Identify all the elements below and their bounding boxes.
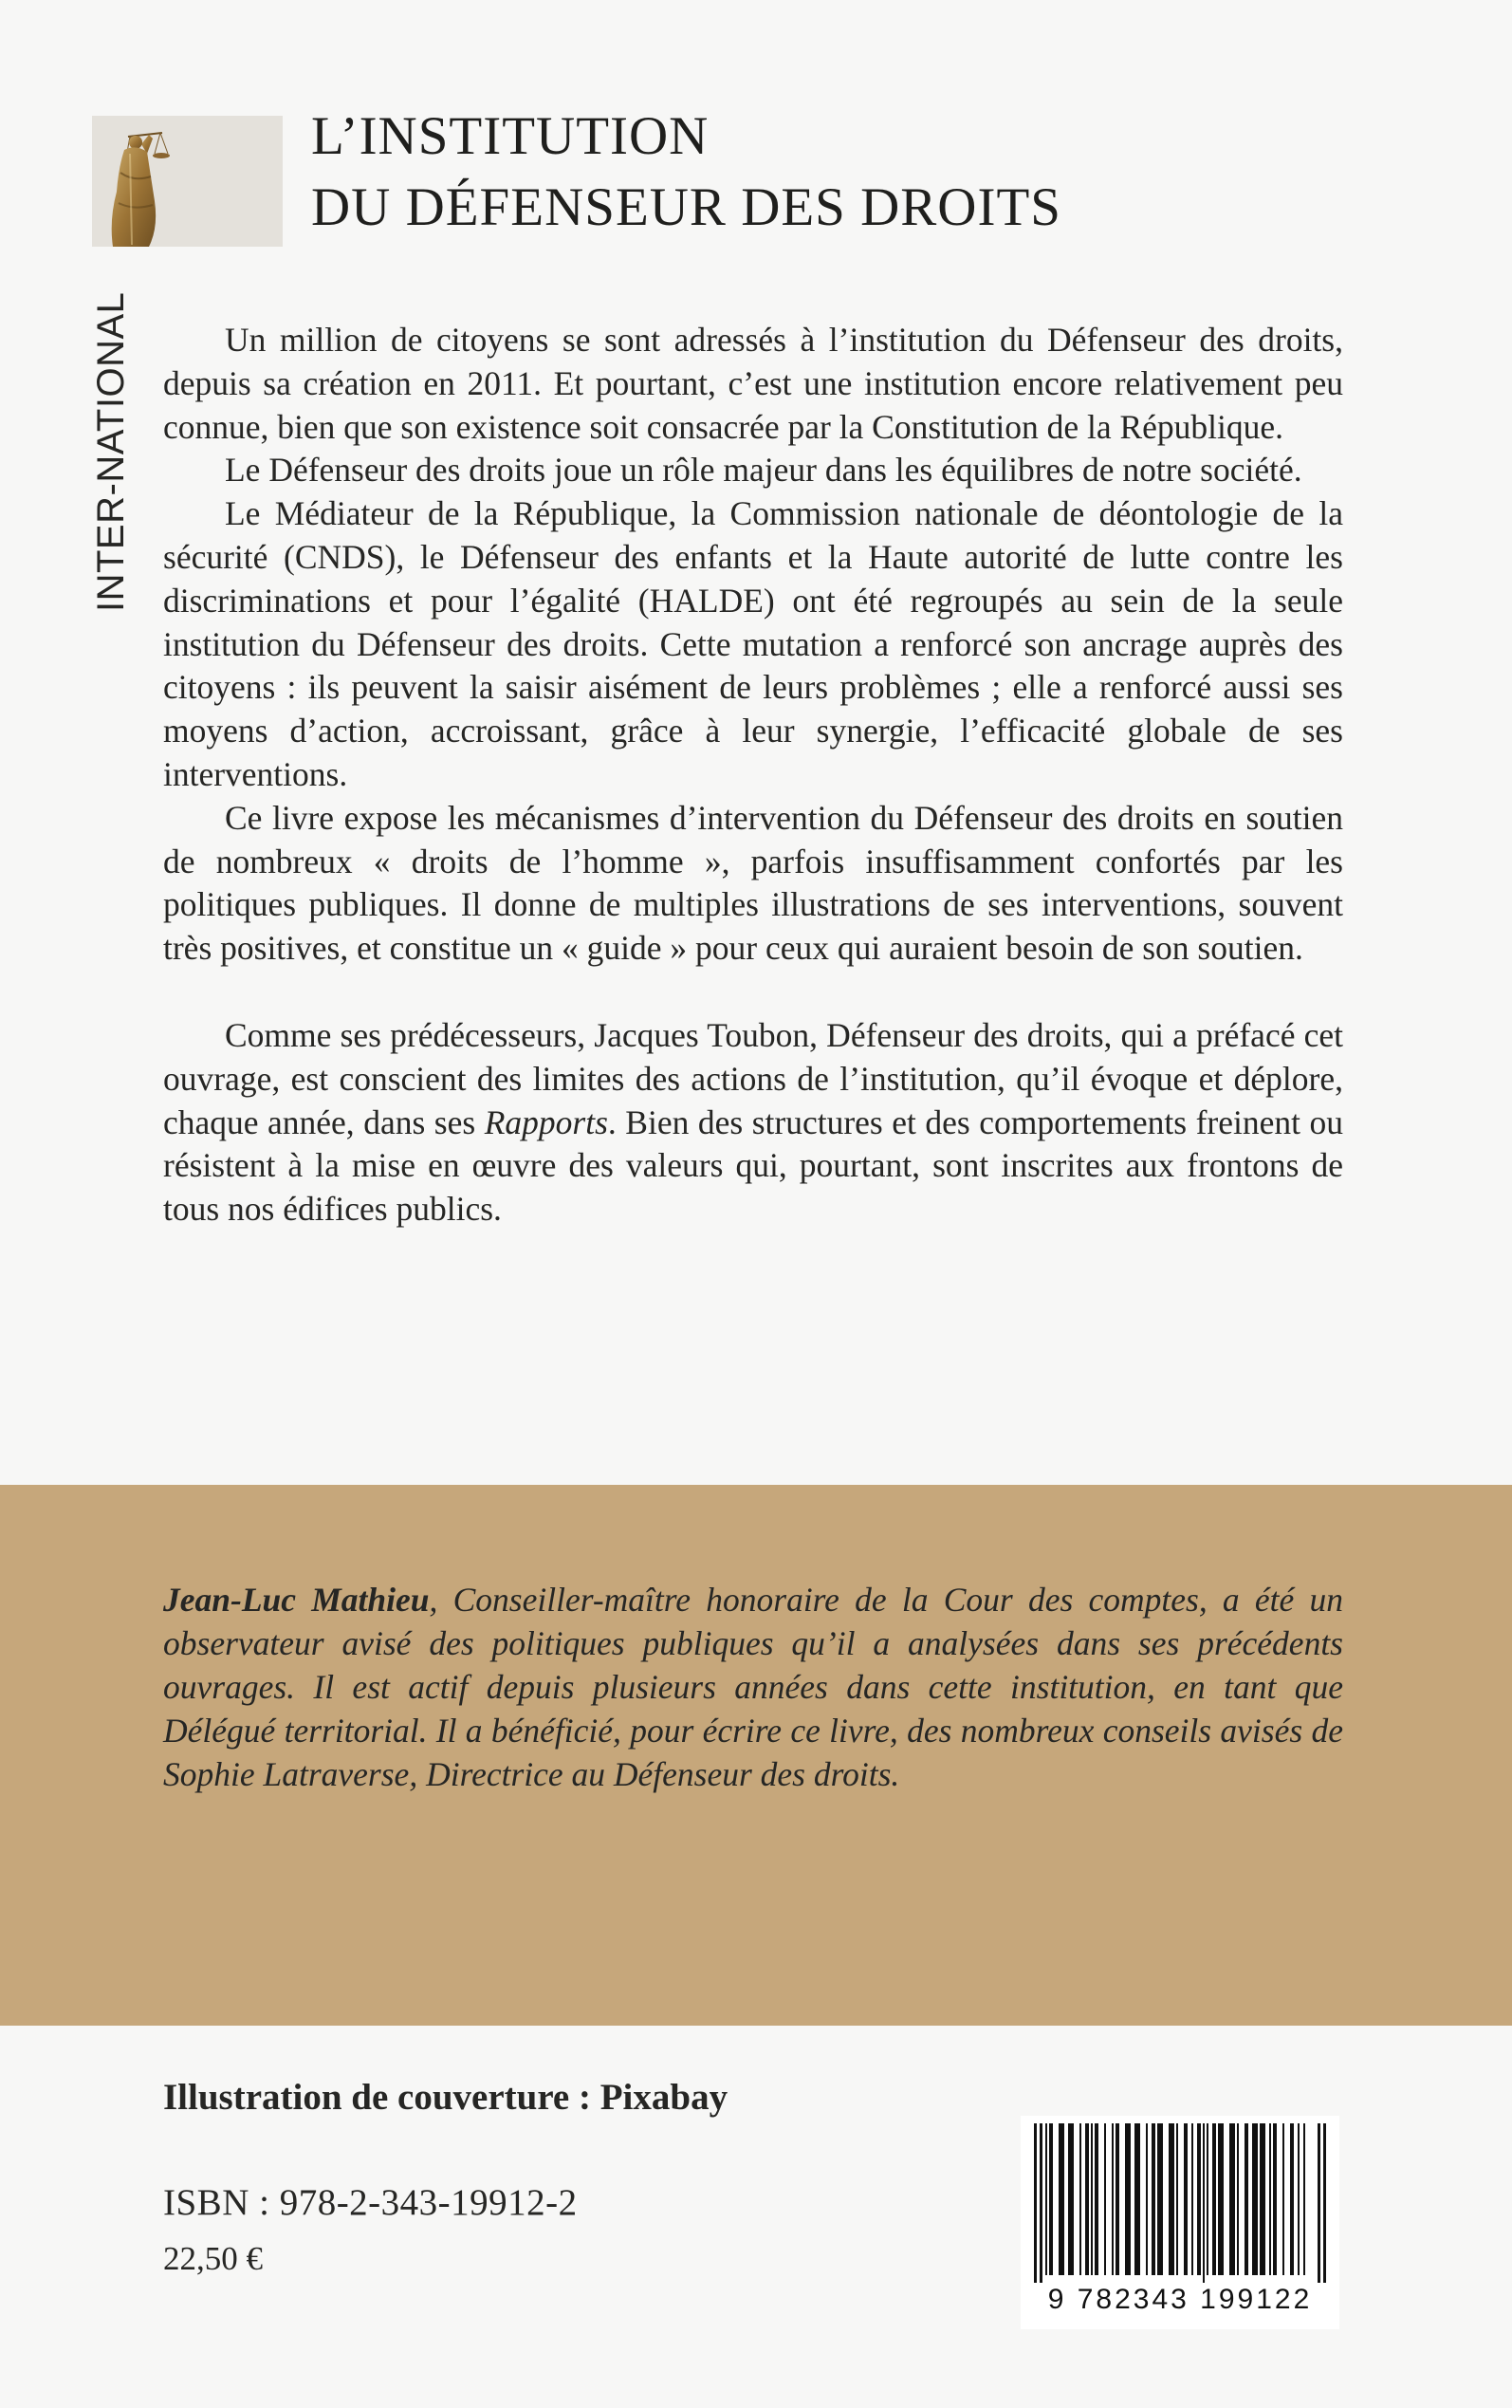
- barcode-bar: [1252, 2123, 1258, 2275]
- barcode-bar: [1269, 2123, 1271, 2275]
- author-bio: [163, 1578, 1343, 1796]
- barcode-bar: [1212, 2123, 1216, 2275]
- author-band: [0, 1485, 1512, 2026]
- barcode-bar: [1146, 2123, 1148, 2275]
- barcode-bar: [1116, 2123, 1119, 2275]
- barcode-bar: [1095, 2123, 1098, 2275]
- barcode-bar: [1152, 2123, 1155, 2275]
- barcode-bars: [1021, 2116, 1339, 2285]
- barcode-bar: [1059, 2123, 1064, 2275]
- paragraph-merger: Le Médiateur de la République, la Commission nationale de déontologie de la sécurité (CNDS), le Défenseur des enfants et la Haute autorité de lutte contre les discriminations et pour l’égalité (HALDE) ont été regroupés au sein de la seule institution du Défenseur des droits. Cette mutation a renforcé son ancrage auprès des citoyens : ils peuvent la saisir aisément de leurs problèmes ; elle a renforcé aussi ses moyens d’action, accroissant, grâce à leur synergie, l’efficacité globale de ses interventions.: [163, 494, 1343, 793]
- barcode-bar: [1169, 2123, 1174, 2275]
- barcode-bar: [1104, 2123, 1106, 2275]
- barcode-bar: [1237, 2123, 1239, 2275]
- price: 22,50 €: [163, 2240, 263, 2277]
- rapports-italic: Rapports: [484, 1102, 608, 1141]
- author-name: Jean-Luc Mathieu: [163, 1581, 430, 1619]
- barcode-bar: [1303, 2123, 1305, 2275]
- barcode-bar: [1282, 2123, 1284, 2275]
- author-bio-text: , Conseiller-maître honoraire de la Cour des comptes, a été un observateur avisé des politiques publiques qu’il a analysées dans ses précédents ouvrages. Il est actif depuis plusieurs années dans cette institution, en tant que Délégué territorial. Il a bénéficié, pour écrire ce livre, des nombreux conseils avisés de Sophie Latraverse, Directrice au Défenseur des droits.: [163, 1581, 1344, 1793]
- barcode-bar: [1323, 2123, 1326, 2283]
- barcode-bar: [1318, 2123, 1320, 2283]
- justice-statue-icon: [92, 116, 283, 247]
- barcode-bar: [1218, 2123, 1224, 2275]
- barcode: [1021, 2116, 1339, 2329]
- barcode-bar: [1040, 2123, 1042, 2283]
- barcode-bar: [1298, 2123, 1300, 2275]
- barcode-bar: [1134, 2123, 1140, 2275]
- paragraph-book: Ce livre expose les mécanismes d’intervention du Défenseur des droits en soutien de nombreux « droits de l’homme », parfois insuffisamment confortés par les politiques publiques. Il donne de multiples illustrations de ses interventions, souvent très positives, et constitue un « guide » pour ceux qui auraient besoin de son soutien.: [163, 798, 1343, 968]
- title-line-1: L’INSTITUTION: [311, 106, 710, 166]
- paragraph-toubon: [163, 1014, 1343, 1232]
- barcode-bar: [1203, 2123, 1205, 2283]
- title-line-2: DU DÉFENSEUR DES DROITS: [311, 177, 1061, 237]
- barcode-bar: [1191, 2123, 1193, 2275]
- paragraph-role: Le Défenseur des droits joue un rôle majeur dans les équilibres de notre société.: [225, 451, 1302, 490]
- barcode-bar: [1207, 2123, 1208, 2275]
- isbn: ISBN : 978-2-343-19912-2: [163, 2182, 578, 2223]
- barcode-bar: [1079, 2123, 1081, 2275]
- barcode-bar: [1176, 2123, 1178, 2275]
- barcode-bar: [1045, 2123, 1047, 2275]
- paragraph-intro: Un million de citoyens se sont adressés à l’institution du Défenseur des droits, depuis sa création en 2011. Et pourtant, c’est une institution encore relativement peu connue, bien que son existence soit consacrée par la Constitution de la République.: [163, 321, 1343, 446]
- barcode-bar: [1197, 2123, 1201, 2275]
- barcode-bar: [1125, 2123, 1131, 2275]
- back-cover-text: [163, 319, 1343, 1232]
- barcode-bar: [1229, 2123, 1235, 2275]
- barcode-bar: [1034, 2123, 1037, 2283]
- barcode-bar: [1260, 2123, 1265, 2275]
- barcode-bar: [1049, 2123, 1053, 2275]
- barcode-bar: [1091, 2123, 1093, 2275]
- barcode-digits: 9 782343 199122: [1047, 2284, 1313, 2315]
- barcode-bar: [1068, 2123, 1074, 2275]
- cover-statue-image: [92, 116, 283, 247]
- series-label: INTER-NATIONAL: [90, 291, 132, 612]
- barcode-bar: [1085, 2123, 1089, 2275]
- barcode-bar: [1245, 2123, 1248, 2275]
- toubon-text-end: . Bien des structures et des comportements freinent ou résistent à la mise en œuvre des valeurs qui, pourtant, sont inscrites aux frontons de tous nos édifices publics.: [163, 1102, 1343, 1229]
- barcode-bar: [1112, 2123, 1114, 2275]
- barcode-bar: [1290, 2123, 1294, 2275]
- cover-credit: Illustration de couverture : Pixabay: [163, 2077, 728, 2118]
- book-title: [311, 101, 1061, 243]
- barcode-bar: [1157, 2123, 1163, 2275]
- toubon-text-start: Comme ses prédécesseurs, Jacques Toubon, Défenseur des droits, qui a préfacé cet ouvrage, est conscient des limites des actions de l’institution, qu’il évoque et déplore, chaque année, dans ses: [163, 1015, 1343, 1141]
- barcode-bar: [1273, 2123, 1277, 2275]
- barcode-bar: [1184, 2123, 1188, 2275]
